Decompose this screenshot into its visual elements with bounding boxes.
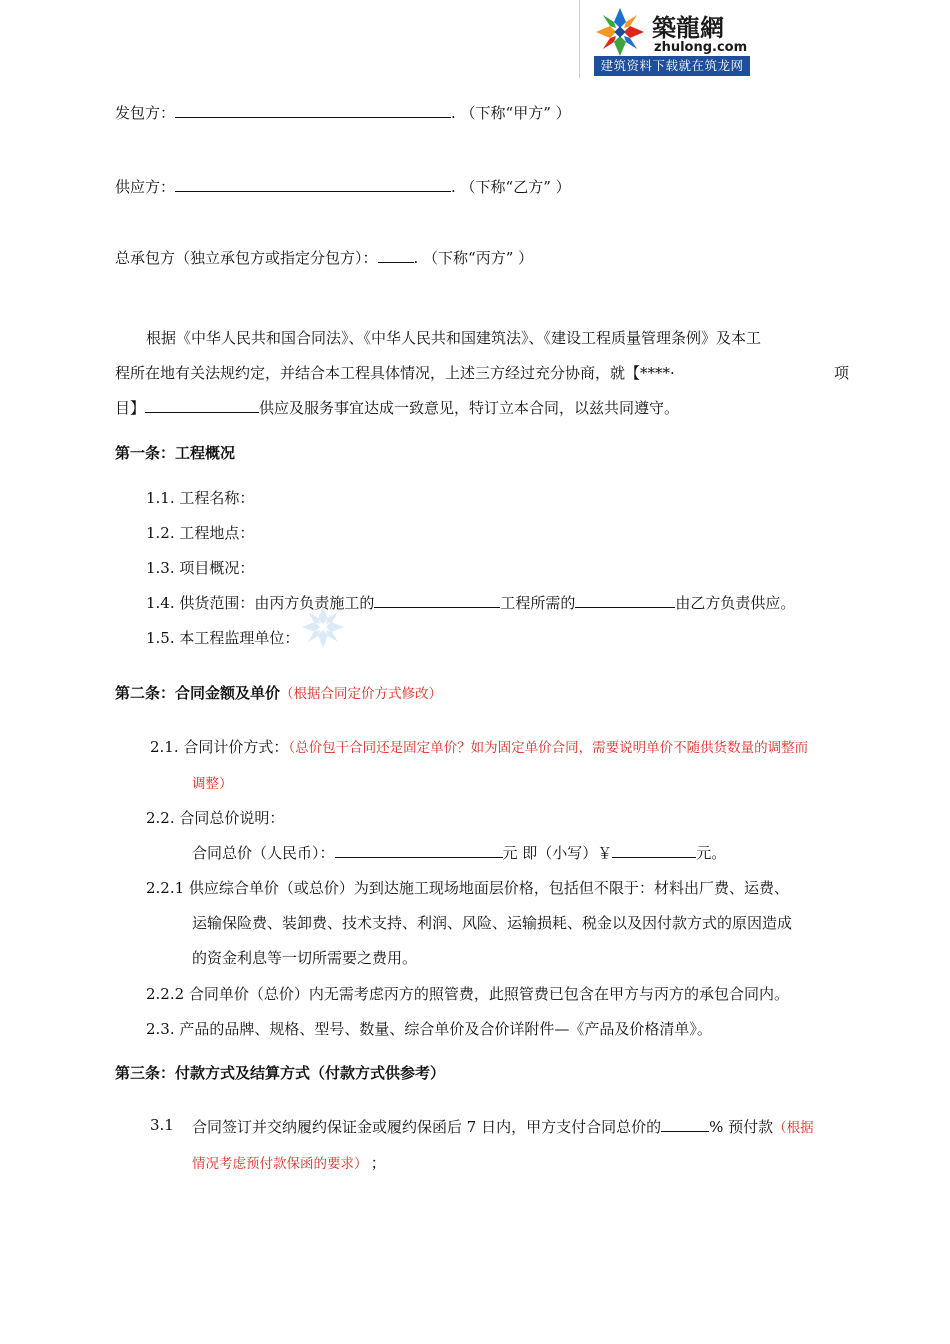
article3-item31-line2 [192, 1152, 386, 1173]
article2-item2: 2.2. 合同总价说明： [146, 809, 285, 827]
article3-item31-num: 3.1 [150, 1116, 174, 1134]
supplier-label: 供应方： [115, 178, 176, 196]
prepayment-percent-blank[interactable] [661, 1117, 709, 1132]
logo-name-en: zhulong.com [654, 40, 748, 55]
article1-item2: 1.2. 工程地点： [146, 524, 255, 542]
preamble-line-2-end: 项 [834, 364, 850, 382]
logo-name-cn: 築龍網 [652, 13, 724, 42]
article3-item31-line1 [192, 1116, 814, 1137]
article2-title: 第二条：合同金额及单价 [115, 684, 281, 702]
employer-blank[interactable] [175, 103, 451, 118]
article3-item31-text: 合同签订并交纳履约保证金或履约保函后 7 日内，甲方支付合同总价的 [192, 1118, 662, 1136]
contractor-blank[interactable] [378, 248, 414, 263]
total-price-upper-blank[interactable] [335, 843, 503, 858]
employer-suffix: . （下称“甲方” ） [451, 104, 571, 122]
article1-item1: 1.1. 工程名称： [146, 489, 255, 507]
article2-item1 [150, 736, 808, 757]
total-price-end: 元。 [696, 844, 727, 862]
preamble-line-3 [115, 397, 679, 418]
contractor-line [115, 247, 533, 268]
article3-item31-prepay: % 预付款 [709, 1118, 774, 1136]
preamble-line-2-text: 程所在地有关法规约定，并结合本工程具体情况，上述三方经过充分协商，就【****· [115, 364, 675, 382]
supplier-line [115, 176, 571, 197]
supplier-blank[interactable] [175, 177, 451, 192]
preamble-line-1: 根据《中华人民共和国合同法》、《中华人民共和国建筑法》、《建设工程质量管理条例》及本工 [146, 329, 762, 347]
article3-item31-note-end: 情况考虑预付款保函的要求） [192, 1156, 361, 1172]
total-price-mid: 元 即（小写）￥ [502, 844, 613, 862]
scope-project-blank[interactable] [374, 593, 500, 608]
article3-title: 第三条：付款方式及结算方式（付款方式供参考） [115, 1064, 446, 1082]
article2-title-note: （根据合同定价方式修改） [280, 686, 443, 702]
employer-label: 发包方： [115, 104, 176, 122]
article1-title: 第一条：工程概况 [115, 444, 236, 462]
article1-item3: 1.3. 项目概况： [146, 559, 255, 577]
article2-item221-line3: 的资金利息等一切所需要之费用。 [192, 949, 418, 967]
logo-slogan: 建筑资料下载就在筑龙网 [594, 56, 750, 76]
article2-item222: 2.2.2 合同单价（总价）内无需考虑丙方的照管费，此照管费已包含在甲方与丙方的承包合同内。 [146, 985, 789, 1003]
article2-item1-note: （总价包干合同还是固定单价？如为固定单价合同，需要说明单价不随供货数量的调整而 [288, 740, 809, 756]
preamble-line-3-start: 目】 [115, 399, 146, 417]
total-price-line [192, 842, 726, 863]
article1-item4 [146, 592, 795, 613]
article1-item4-b: 工程所需的 [500, 594, 576, 612]
article2-title-line [115, 682, 442, 703]
preamble-line-2 [115, 362, 675, 383]
supplier-suffix: . （下称“乙方” ） [451, 178, 571, 196]
contractor-label: 总承包方（独立承包方或指定分包方）： [115, 249, 378, 267]
contractor-suffix: . （下称“丙方” ） [413, 249, 534, 267]
article1-item5: 1.5. 本工程监理单位： [146, 629, 300, 647]
employer-line [115, 102, 571, 123]
article3-item31-end: ； [370, 1154, 386, 1172]
preamble-line-3-text: 供应及服务事宜达成一致意见，特订立本合同，以兹共同遵守。 [259, 399, 680, 417]
article2-item221-line2: 运输保险费、装卸费、技术支持、利润、风险、运输损耗、税金以及因付款方式的原因造成 [192, 914, 793, 932]
article2-item1-label: 2.1. 合同计价方式： [150, 738, 289, 756]
article2-item221-line1: 2.2.1 供应综合单价（或总价）为到达施工现场地面层价格，包括但不限于：材料出厂费、运费、 [146, 879, 789, 897]
total-price-lower-blank[interactable] [612, 843, 696, 858]
scope-material-blank[interactable] [575, 593, 675, 608]
article1-item4-c: 由乙方负责供应。 [675, 594, 796, 612]
zhulong-logo [579, 0, 750, 78]
zhulong-snowflake-icon [594, 6, 646, 58]
project-blank[interactable] [145, 398, 259, 413]
article2-item23: 2.3. 产品的品牌、规格、型号、数量、综合单价及合价详附件—《产品及价格清单》。 [146, 1020, 712, 1038]
watermark-snowflake-icon [300, 604, 346, 650]
total-price-label: 合同总价（人民币）： [192, 844, 335, 862]
article3-item31-note-start: （根据 [773, 1120, 814, 1136]
article1-item4-a: 1.4. 供货范围：由丙方负责施工的 [146, 594, 375, 612]
article2-item1-note-end: 调整） [192, 776, 233, 792]
